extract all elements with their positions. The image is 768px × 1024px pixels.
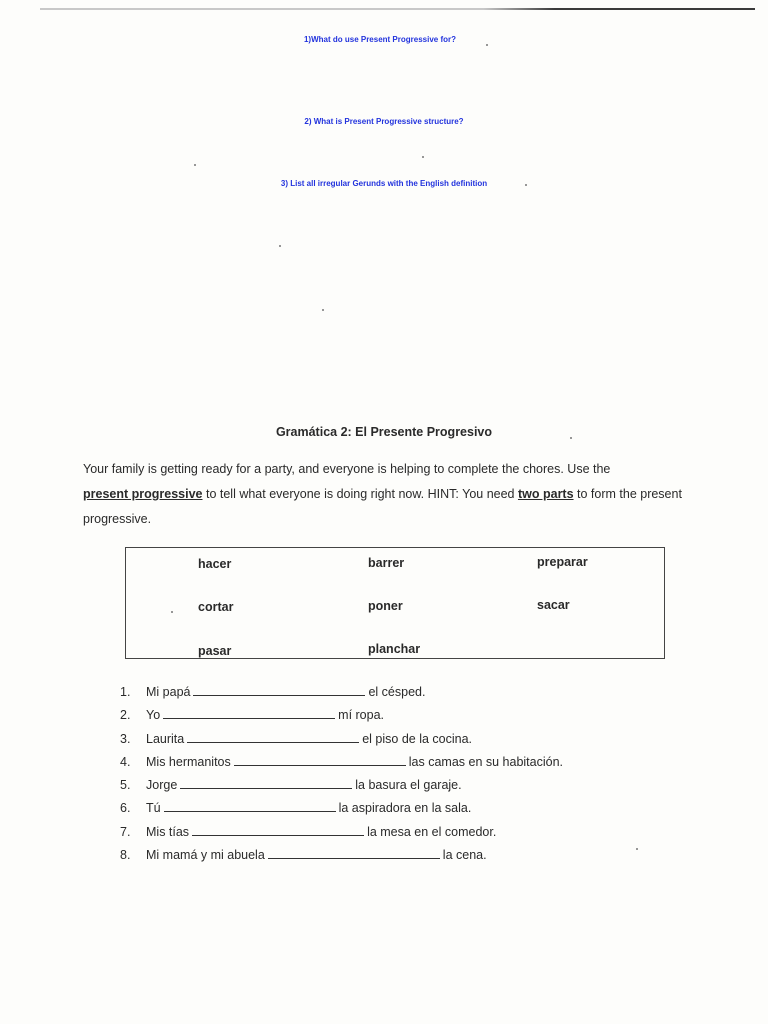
word-bank-item: sacar	[537, 598, 570, 612]
exercise-item	[120, 846, 640, 869]
item-rest: la basura el garaje.	[355, 778, 462, 793]
exercise-item	[120, 753, 640, 776]
scan-speck	[171, 611, 173, 613]
instructions-part-1: Your family is getting ready for a party, and everyone is helping to complete the chores. Use the	[83, 462, 611, 476]
scan-speck	[422, 156, 424, 158]
item-rest: las camas en su habitación.	[408, 754, 564, 769]
item-rest: la aspiradora en la sala.	[338, 801, 472, 816]
page-title: Gramática 2: El Presente Progresivo	[275, 425, 493, 439]
instructions-part-2: to tell what everyone is doing right now. HINT: You need	[202, 487, 518, 501]
exercise-item	[120, 706, 640, 729]
question-3: 3) List all irregular Gerunds with the English definition	[280, 179, 488, 188]
word-bank-item: preparar	[537, 555, 588, 569]
top-rule	[40, 8, 755, 10]
answer-blank[interactable]	[268, 846, 440, 859]
item-number: 4.	[120, 754, 131, 769]
exercise-item	[120, 823, 640, 846]
item-number: 5.	[120, 778, 131, 793]
word-bank-item: pasar	[198, 644, 232, 658]
scan-speck	[570, 437, 572, 439]
answer-blank[interactable]	[192, 823, 364, 836]
word-bank-item: hacer	[198, 557, 232, 571]
item-subject: Laurita	[146, 731, 185, 746]
word-bank-item: cortar	[198, 600, 234, 614]
scan-speck	[636, 848, 638, 850]
scan-speck	[194, 164, 196, 166]
question-1: 1)What do use Present Progressive for?	[303, 35, 457, 44]
answer-blank[interactable]	[187, 730, 359, 743]
exercise-item	[120, 683, 640, 706]
instructions-emphasis-2: two parts	[517, 487, 574, 501]
word-bank-item: barrer	[368, 556, 405, 570]
scan-speck	[486, 44, 488, 46]
item-subject: Mi mamá y mi abuela	[146, 848, 265, 863]
question-2: 2) What is Present Progressive structure?	[304, 117, 464, 126]
item-subject: Mis tías	[146, 824, 190, 839]
instructions	[83, 457, 683, 532]
item-subject: Tú	[146, 801, 161, 816]
item-number: 2.	[120, 708, 131, 723]
answer-blank[interactable]	[234, 753, 406, 766]
instructions-emphasis-1: present progressive	[83, 487, 203, 501]
item-subject: Jorge	[146, 778, 178, 793]
item-subject: Yo	[146, 708, 161, 723]
answer-blank[interactable]	[193, 683, 365, 696]
answer-blank[interactable]	[164, 799, 336, 812]
item-rest: el piso de la cocina.	[362, 731, 473, 746]
item-number: 3.	[120, 731, 131, 746]
item-subject: Mis hermanitos	[146, 754, 231, 769]
word-bank-item: poner	[368, 599, 403, 613]
scan-speck	[322, 309, 324, 311]
item-rest: mí ropa.	[338, 708, 385, 723]
answer-blank[interactable]	[163, 706, 335, 719]
item-number: 1.	[120, 685, 131, 699]
answer-blank[interactable]	[180, 776, 352, 789]
item-number: 8.	[120, 848, 131, 863]
scan-speck	[279, 245, 281, 247]
item-rest: la mesa en el comedor.	[367, 824, 497, 839]
item-number: 7.	[120, 824, 131, 839]
exercise-item	[120, 730, 640, 753]
word-bank-item: planchar	[368, 642, 421, 656]
item-subject: Mi papá	[146, 685, 191, 699]
item-rest: el césped.	[368, 685, 426, 699]
exercise-item	[120, 799, 640, 822]
word-bank	[125, 547, 665, 659]
scan-speck	[525, 184, 527, 186]
exercise-item	[120, 776, 640, 799]
exercise-list	[120, 683, 640, 869]
instructions-part-3: to form the present progressive.	[83, 487, 682, 526]
item-rest: la cena.	[442, 848, 487, 863]
item-number: 6.	[120, 801, 131, 816]
